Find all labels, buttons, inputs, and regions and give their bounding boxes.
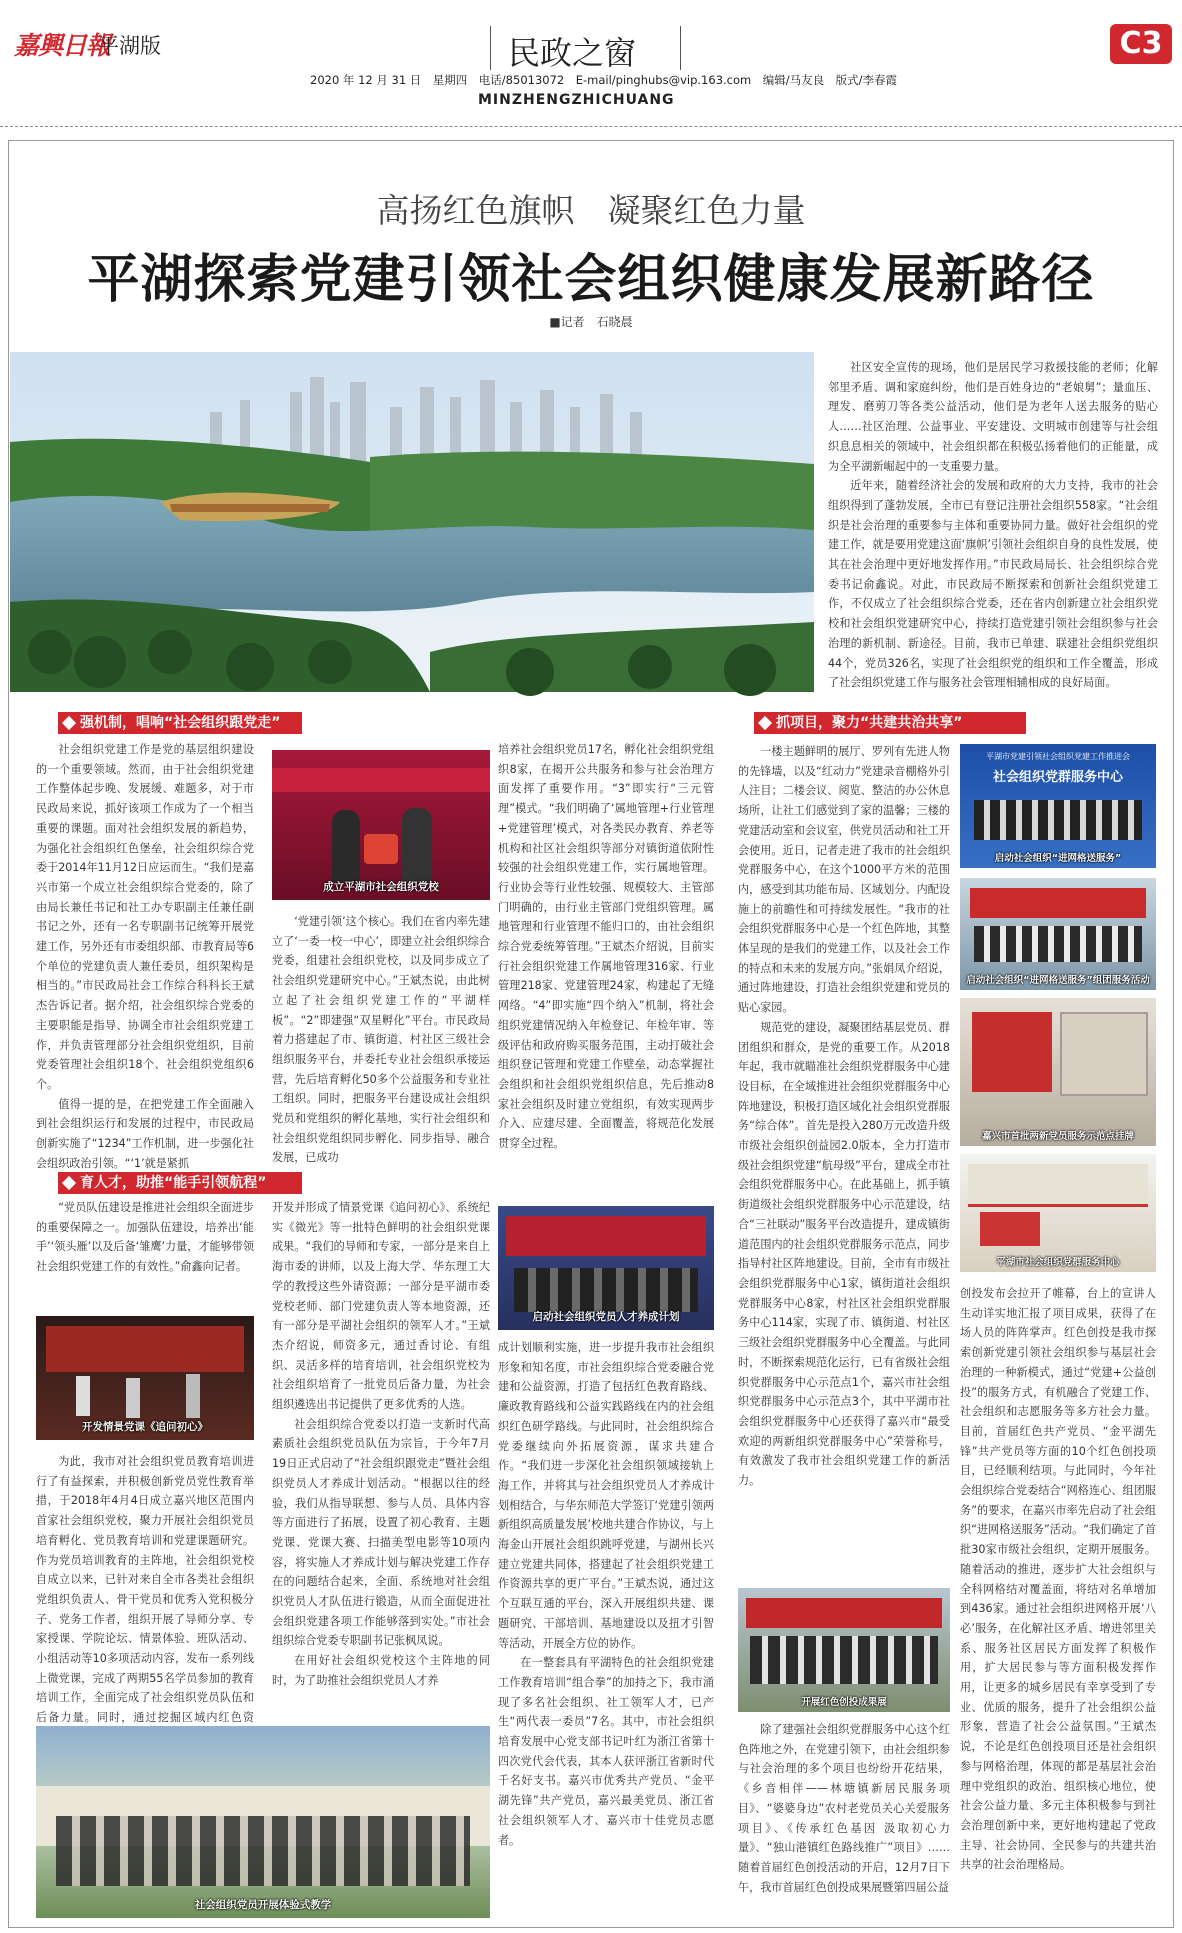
- article-byline: ■记者 石晓晨: [549, 315, 633, 329]
- event-backdrop: [746, 1598, 942, 1628]
- s2-col3-paragraph-2: 在一整套具有平湖特色的社会组织党建工作教育培训“组合拳”的加持之下，我市涌现了多名社会组织、社工领军人才，已产生“两代表一委员”7名。其中，市社会组织培育发展中心党支部书记叶红为浙江省第十四次党代会代表，其本人获评浙江省新时代千名好支书。嘉兴市优秀共产党员、“金平湖先锋”共产党员，嘉兴最美党员、浙江省社会组织领军人才、嘉兴市十佳党员志愿者。: [498, 1656, 714, 1847]
- masthead-divider-right: [680, 26, 681, 70]
- s3-paragraph-2: 规范党的建设，凝聚团结基层党员、群团组织和群众，是党的重要工作。从2018年起，我市就瞄准社会组织党群服务中心建设目标，在全域推进社会组织党群服务中心阵地建设，积极打造区域化社会组织党群服务“综合体”。首先是投入280万元改造升级市级社会组织创益园2.0版本，全力打造市级社会组织党建“航母级”平台，建成全市社会组织党群服务中心。在此基础上，抓手镇街道级社会组织党群服务中心示范建设，结合“三社联动”服务平台改造提升，建成镇街道范围内的社会组织党群服务示范点，同步指导村社区阵地建设。目前，全市有市级社会组织党群服务中心1家，镇街道社会组织党群服务中心8家，村社区社会组织党群服务中心114家，实现了市、镇街道、村社区三级社会组织党群服务中心全覆盖。与此同时，不断探索规范化运行，已有省级社会组织党群服务中心示范点1个，嘉兴市社会组织党群服务中心示范点3个，其中平湖市社会组织党群服务中心还获得了嘉兴市“最受欢迎的两新组织党群服务中心”荣誉称号，有效激发了我市社会组织党建工作的新活力。: [738, 1020, 950, 1488]
- header-rule: [0, 126, 1182, 127]
- column-3-section-2: [498, 1338, 714, 1918]
- photo-caption: 平湖市社会组织党群服务中心: [996, 1257, 1120, 1268]
- s1-paragraph-2: 值得一提的是，在把党建工作全面融入到社会组织运行和发展的过程中，市民政局创新实施了“1234”工作机制，进一步强化社会组织政治引领。“‘1’就是紧抓: [36, 1097, 254, 1170]
- photo-talent-plan: [498, 1206, 714, 1330]
- newspaper-logo: 嘉興日報: [14, 31, 111, 60]
- photo-red-venture-exhibition: [738, 1588, 950, 1712]
- intro-text: [828, 358, 1158, 690]
- column-4-section-3: [738, 742, 950, 1602]
- photo-service-center-interior: [960, 1154, 1156, 1272]
- s2-col2-paragraph-1: 开发并形成了情景党课《追问初心》、系统纪实《微光》等一批特色鲜明的社会组织党课成果。“我们的导师和专家，一部分是来自上海市委的讲师，以及上海大学、华东理工大学的教授这些外请资源；一部分是平湖市委党校老师、部门党建负责人等本地资源，还有一部分是平湖社会组织的领军人才。”王斌杰介绍说，师资多元，通过香讨论、有组织、灵活多样的培育培训，社会组织党校为社会组织培育了一批党员后备力量，为社会组织遴选出书记提供了更多优秀的人选。: [272, 1201, 490, 1412]
- column-1-section-1: [36, 740, 254, 1168]
- wall-display: [972, 1012, 1052, 1092]
- photo-caption: 启动社会组织“进网格送服务”组团服务活动: [966, 975, 1150, 986]
- date-contact-line: 2020 年 12 月 31 日 星期四 电话/85013072 E-mail/pinghubs@vip.163.com 编辑/马友良 版式/李春霞: [310, 73, 897, 87]
- column-4-section-3-bottom: [738, 1720, 950, 1920]
- actor-figure: [186, 1374, 200, 1418]
- plaque: [364, 834, 398, 864]
- photo-caption: 嘉兴市首批两新党员服务示范点挂牌: [981, 1131, 1134, 1142]
- masthead-divider-left: [490, 26, 491, 70]
- intro-paragraph-1: 社区安全宣传的现场，他们是居民学习救援技能的老师；化解邻里矛盾、调和家庭纠纷，他们是百姓身边的“老娘舅”；量血压、理发、磨剪刀等各类公益活动，他们是为老年人送去服务的贴心人……社区治理、公益事业、平安建设、文明城市创建等与社会组织息息相关的领域中，社会组织都在积极弘扬着他们的正能量，成为全平湖新崛起中的一支重要力量。: [828, 361, 1158, 473]
- photo-party-school: [272, 750, 490, 900]
- article-kicker: 高扬红色旗帜 凝聚红色力量: [376, 191, 806, 230]
- s2-paragraph-2: 为此，我市对社会组织党员教育培训进行了有益探索，并积极创新党员党性教育举措，于2018年4月4日成立嘉兴地区范围内首家社会组织党校，聚力开展社会组织党员培育孵化、党员教育培训和党建课题研究。作为党员培训教育的主阵地，社会组织党校自成立以来，已针对来自全市各类社会组织党组织负责人、骨干党员和优秀入党积极分子、党务工作者，组织开展了导师分享、专家授课、学院论坛、情景体验、班队活动、小组活动等10多项活动内容，发布一系列线上微党课，完成了两期55名学员参加的教育培训工作，全面完成了社会组织党员队伍和后备力量。同时，通过挖掘区域内红色资: [36, 1455, 254, 1725]
- photo-scenario-lesson: [36, 1316, 254, 1440]
- photo-caption: 启动社会组织“进网格送服务”: [994, 853, 1122, 864]
- event-backdrop: [970, 888, 1146, 918]
- column-pinyin: MINZHENGZHICHUANG: [478, 92, 675, 108]
- photo-caption: 开展红色创投成果展: [801, 1697, 887, 1708]
- group-people: [56, 1816, 470, 1886]
- section-banner-talent: 育人才，助推“能手引领航程”: [58, 1172, 302, 1194]
- s1-col2-paragraph: ‘党建引领’这个核心。我们在省内率先建立了‘一委一校一中心’，即建立社会组织综合党委，组建社会组织党校，以及同步成立了社会组织党建研究中心。”王斌杰说，由此树立起了社会组织党建工作的“平湖样板”。“2”即建强“双星孵化”平台。市民政局着力搭建起了市、镇街道、村社区三级社会组织服务平台，并委托专业社会组织承接运营，先后培育孵化50多个公益服务和专业社工组织。同时，把服务平台建设成社会组织党员和党组织的孵化基地，实行社会组织和社会组织党组织同步孵化、同步指导、融合发展，已成功: [272, 915, 490, 1165]
- hero-aerial-photo: [10, 352, 814, 692]
- column-5-section-3: [960, 1284, 1156, 1924]
- section-banner-projects: 抓项目，聚力“共建共治共享”: [754, 712, 1026, 734]
- s2-col2-paragraph-3: 在用好社会组织党校这个主阵地的同时，为了助推社会组织党员人才养: [272, 1654, 490, 1687]
- photo-caption: 社会组织党员开展体验式教学: [194, 1899, 332, 1911]
- photo-center-sign: 社会组织党群服务中心: [992, 770, 1123, 785]
- participants-row: [514, 1268, 698, 1312]
- participants-row: [750, 1636, 938, 1684]
- s2-col2-paragraph-2: 社会组织综合党委以打造一支新时代高素质社会组织党员队伍为宗旨，于今年7月19日正式启动了“社会组织跟党走”暨社会组织党员人才养成计划活动。“根据以往的经验，我们从指导联想、参与人员、具体内容等方面进行了拓展，设置了初心教育、主题党课、党课大赛、扫描美型电影等10项内容，将实施人才养成计划与解决党建工作存在的问题结合起来，全面、系统地对社会组织党员人才队伍进行锻造，从而全面促进社会组织党建各项工作能够落到实处。”市社会组织综合党委专职副书记张枫凤说。: [272, 1417, 490, 1648]
- actor-figure: [76, 1376, 90, 1416]
- aerial-city-illustration: [10, 352, 814, 692]
- photo-caption: 启动社会组织党员人才养成计划: [532, 1311, 680, 1323]
- photo-grid-service: [960, 878, 1156, 990]
- s3-paragraph-3: 除了建强社会组织党群服务中心这个红色阵地之外，在党建引领下，由社会组织参与社会治理的多个项目也纷纷开花结果，《乡音相伴——林塘镇新居民服务项目》、“婆婆身边”农村老党员关心关爱服务项目》、《传承红色基因 汲取初心力量》、“独山港镇红色路线推广”项目》……随着首届红色创投活动的开启，12月7日下午，我市首届红色创投成果展暨第四届公益: [738, 1723, 950, 1894]
- s3-paragraph-1: 一楼主题鲜明的展厅、罗列有先进人物的先锋墙，以及“红动力”党建录音棚格外引人注目；二楼会议、阅览、整洁的办公休息场所，让社工们感觉到了家的温馨；三楼的党建活动室和会议室，供党员活动和社工开会使用。近日，记者走进了我市的社会组织党群服务中心，在这个1000平方米的范围内，感受到其功能布局、区域划分、内配设施上的前瞻性和可持续发展性。“我市的社会组织党群服务中心是一个红色阵地，其整体呈现的是我们的党建工作，以及社会工作的特点和未来的发展方向。”张娟凤介绍说，通过阵地建设，打造社会组织党建和党员的贴心家园。: [738, 745, 950, 1015]
- person-figure-right: [402, 808, 432, 882]
- event-backdrop: [506, 1216, 706, 1256]
- page-number-badge: C3: [1110, 24, 1172, 64]
- photo-stage-banner: [272, 768, 490, 792]
- photo-caption: 开发情景党课《追问初心》: [82, 1421, 208, 1433]
- interior-flowers: [980, 1212, 1040, 1246]
- column-1-section-2-top: [36, 1198, 254, 1318]
- photo-service-center-launch: [960, 744, 1156, 868]
- column-2-section-2: [272, 1198, 490, 1718]
- photo-caption: 成立平湖市社会组织党校: [323, 881, 439, 893]
- intro-paragraph-2: 近年来，随着经济社会的发展和政府的大力支持，我市的社会组织得到了蓬勃发展，全市已有登记注册社会组织558家。“社会组织是社会治理的重要参与主体和重要协同力量。做好社会组织的党建工作，就是要用党建这面‘旗帜’引领社会组织自身的良性发展，使其在社会治理中更好地发挥作用。”市民政局局长、社会组织综合党委书记俞鑫说。对此，市民政局不断探索和创新社会组织党建工作，不仅成立了社会组织综合党委，还在省内创新建立社会组织党校和社会组织党建研究中心，持续打造党建引领社会组织参与社会治理的新机制、新途径。目前，我市已单建、联建社会组织党组织44个，党员326名，实现了社会组织党的组织和工作全覆盖，形成了社会组织党建工作与服务社会管理相辅相成的良好局面。: [828, 479, 1158, 690]
- actor-figure: [126, 1378, 140, 1418]
- article-headline: 平湖探索党建引领社会组织健康发展新路径: [87, 249, 1095, 310]
- photo-demo-site: [960, 998, 1156, 1146]
- section-banner-mechanism: 强机制，唱响“社会组织跟党走”: [58, 712, 302, 734]
- participants-row: [974, 926, 1142, 962]
- column-1-section-2-bottom: [36, 1452, 254, 1750]
- s3-col5-paragraph: 创投发布会拉开了帷幕，台上的宣讲人生动详实地汇报了项目成果，获得了在场人员的阵阵掌声。红色创投是我市探索创新党建引领社会组织参与基层社会治理的一种新模式，通过“党建+公益创投”的服务方式，有机融合了党建工作、社会组织和志愿服务等多方社会力量。目前，首届红色共产党员、“金平湖先锋”共产党员等方面的10个红色创投项目，已经顺利结项。与此同时，今年社会组织综合党委结合“网格连心、组团服务”的要求，在嘉兴市率先启动了社会组织“进网格送服务”活动。“我们确定了首批30家市级社会组织，定期开展服务。随着活动的推进，逐步扩大社会组织与全科网格结对覆盖面，将结对名单增加到436家。通过社会组织进网格开展‘八必’服务，在化解社区矛盾、增进邻里关系、服务社区居民方面发挥了积极作用，扩大居民参与等方面积极发挥作用，让更多的城乡居民有幸享受到了专业、优质的服务，提升了社会组织公益形象，营造了社会公益氛围。”王斌杰说，不论是红色创投项目还是社会组织参与网格治理，体现的都是基层社会治理中党组织的政治、组织核心地位，使社会公益力量、多元主体积极参与到社会治理创新中来，更好地构建起了党政主导、社会协同、全民参与的共建共治共享的社会治理格局。: [960, 1287, 1156, 1872]
- column-title: 民政之窗: [508, 34, 637, 72]
- column-2-section-1: [272, 912, 490, 1168]
- edition-label: 平湖版: [98, 34, 161, 58]
- person-figure-left: [332, 810, 360, 882]
- photo-banner-text: 平湖市党建引领社会组织党建工作推进会: [986, 752, 1130, 761]
- s2-paragraph-1: “党员队伍建设是推进社会组织全面进步的重要保障之一。加强队伍建设，培养出‘能手’‘领头雁’以及后备‘雏鹰’力量，才能够带领社会组织党建工作的有效性。”俞鑫向记者。: [36, 1201, 254, 1274]
- interior-wall: [968, 1164, 1148, 1207]
- participants-row: [974, 800, 1142, 840]
- stage-backdrop: [46, 1326, 244, 1372]
- s2-col3-paragraph-1: 成计划顺利实施，进一步提升我市社会组织形象和知名度，市社会组织综合党委融合党建和公益资源，打造了包括红色教育路线、廉政教育路线和公益实践路线在内的社会组织红色研学路线。与此同时，社会组织综合党委继续向外拓展资源，谋求共建合作。“我们进一步深化社会组织领域接轨上海工作，并将其与社会组织党员人才养成计划相结合，与华东师范大学签订‘党建引领两新组织高质量发展’校地共建合作协议，与上海金山开展社会组织跳呼党建，与湖州长兴建立党建共同体，搭建起了社会组织党建工作资源共享的更广平台。”王斌杰说，通过这个互联互通的平台，深入开展组织共建、课题研究、干部培训、基地建设以及扭才引智等活动，开展全方位的协作。: [498, 1341, 714, 1650]
- wall-display: [1060, 1012, 1148, 1096]
- column-3-section-1: [498, 740, 714, 1168]
- photo-experiential-teaching: [36, 1726, 490, 1918]
- s1-col3-paragraph: 培养社会组织党员17名，孵化社会组织党组织8家，在揭开公共服务和参与社会治理方面发挥了重要作用。“3”即实行“三元管理”模式。“我们明确了‘属地管理+行业管理+党建管理’模式，对各类民办教育、养老等机构和社区社会组织等部分对镇街道依附性较强的社会组织党建工作，实行属地管理。行业协会等行业性较强、规模较大、主管部门明确的，由行业主管部门党组织管理。属地管理和行业管理不能归口的，由社会组织综合党委统筹管理。”王斌杰介绍说，目前实行社会组织党建工作属地管理316家、行业管理218家、党建管理24家，构建起了无缝网络。“4”即实施“四个纳入”机制，将社会组织党建情况纳入年检登记、年检年审、等级评估和政府购买服务范围，主动打破社会组织登记管理和党建工作壁垒，动态掌握社会组织和社会组织党组织信息，先后推动8家社会组织及时建立党组织，有效实现两步介入、应建尽建、全面覆盖，将规范化发展贯穿全过程。: [498, 743, 714, 1151]
- s1-paragraph-1: 社会组织党建工作是党的基层组织建设的一个重要领域。然而，由于社会组织党建工作整体起步晚、发展缓、难题多，对于市民政局来说，抓好该项工作成为了一个相当重要的课题。面对社会组织发展的新趋势，为强化社会组织红色堡垒，社会组织综合党委于2014年11月12日应运而生。“我们是嘉兴市第一个成立社会组织综合党委的，除了由局长兼任书记和社工办专职副主任兼任副书记之外，还有一名专职副书记统筹开展党建工作，另外还有市委组织部、市教育局等6个单位的党建负责人兼任委员，组织架构是相当的。”市民政局社会工作综合科科长王斌杰告诉记者。据介绍，社会组织综合党委的主要职能是指导、协调全市社会组织党建工作，并负责管理部分社会组织党组织，目前党委管理社会组织18个、社会组织党组织6个。: [36, 743, 254, 1091]
